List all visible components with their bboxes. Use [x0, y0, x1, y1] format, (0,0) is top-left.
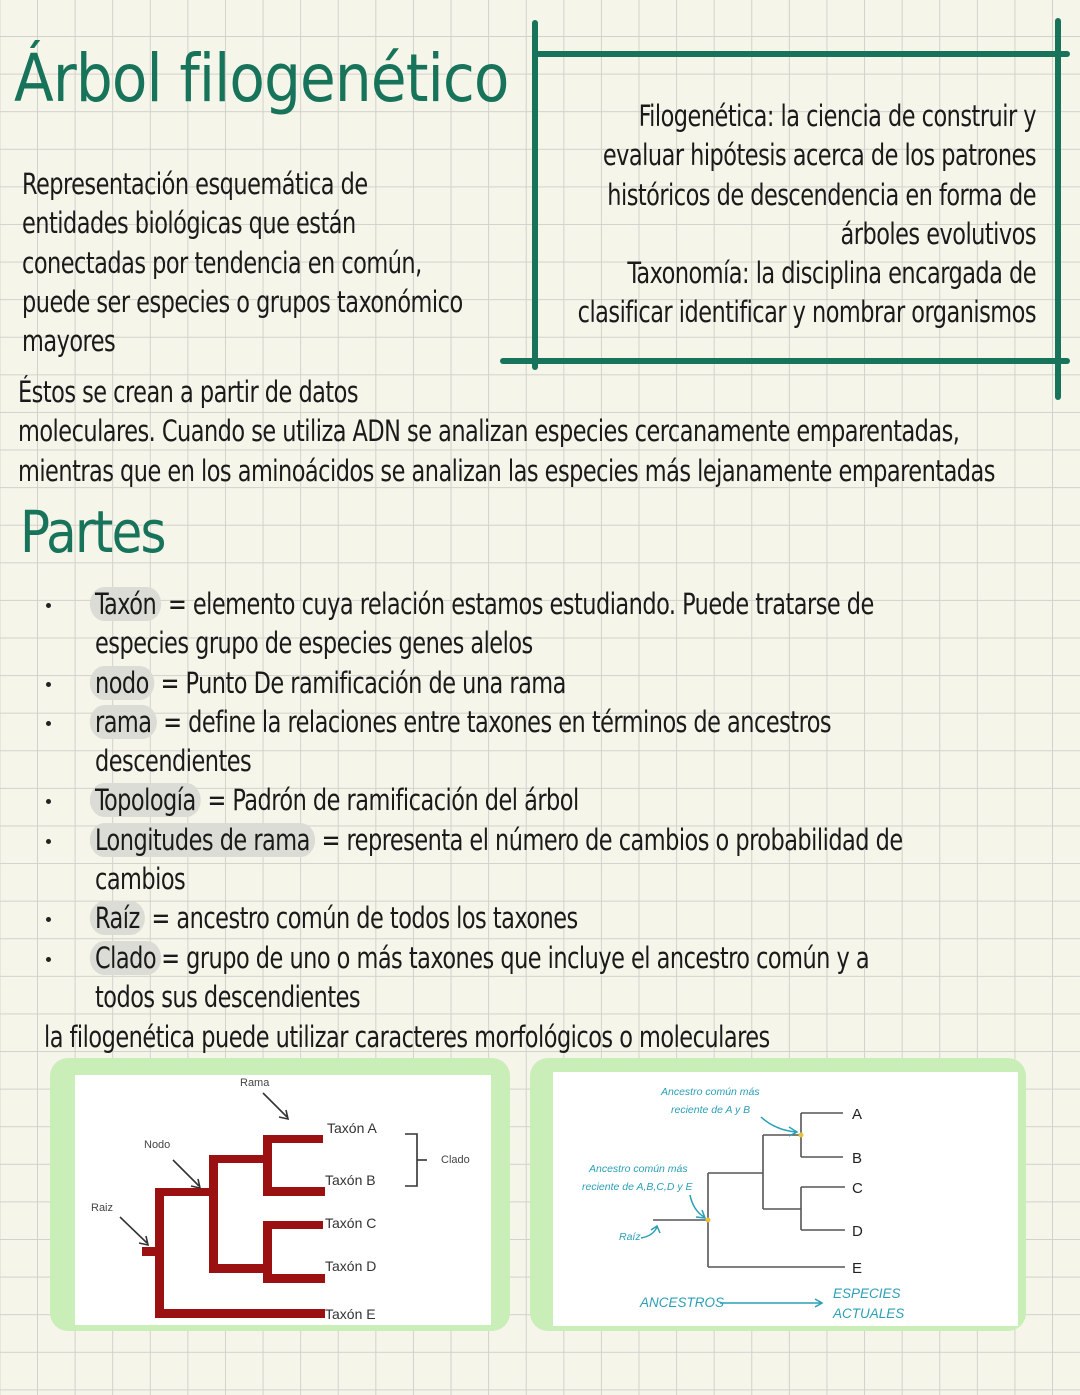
- leaf-label-c: C: [852, 1180, 863, 1197]
- bullet-icon: [46, 721, 51, 726]
- list-item: Raíz = ancestro común de todos los taxones: [0, 899, 1080, 938]
- bullet-icon: [46, 799, 51, 804]
- mrca-ab-annotation: Ancestro común más: [661, 1086, 760, 1098]
- origin-line: moleculares. Cuando se utiliza ADN se analizan especies cercanamente emparentadas,: [18, 414, 960, 449]
- bullet-icon: [46, 957, 51, 962]
- taxon-label-c: Taxón C: [325, 1215, 377, 1231]
- list-item: Topología = Padrón de ramificación del árbol: [0, 781, 1080, 820]
- figure-right: [553, 1072, 1018, 1326]
- root-annotation: Raíz: [619, 1231, 641, 1243]
- taxon-label-d: Taxón D: [325, 1258, 377, 1274]
- frame-line-left: [532, 20, 538, 370]
- origin-line: Éstos se crean a partir de datos: [18, 375, 359, 409]
- list-item: Longitudes de rama = representa el número de cambios o probabilidad de: [0, 821, 1080, 860]
- bullet-icon: [46, 682, 51, 687]
- frame-line-top: [534, 51, 1070, 57]
- boxed-note: [578, 97, 1036, 333]
- root-arrow-icon: [641, 1227, 657, 1238]
- current-species-label: ACTUALES: [833, 1306, 905, 1321]
- list-item-continuation: especies grupo de especies genes alelos: [95, 626, 533, 661]
- origin-line: mientras que en los aminoácidos se analizan las especies más lejanamente emparentadas: [18, 453, 995, 488]
- data-origin-paragraph: [18, 373, 995, 491]
- list-item-continuation: todos sus descendientes: [95, 979, 361, 1014]
- definition-paragraph: [22, 165, 463, 361]
- mrca-all-node-icon: [706, 1218, 711, 1223]
- nodo-arrow-icon: [173, 1160, 199, 1186]
- rama-arrow-icon: [263, 1093, 287, 1117]
- parts-list: [0, 585, 1080, 1017]
- clado-label: Clado: [441, 1154, 470, 1166]
- mrca-ab-arrow-icon: [761, 1117, 796, 1132]
- note-line: históricos de descendencia en forma de: [607, 177, 1036, 212]
- definition-line: Representación esquemática de: [22, 167, 368, 201]
- frame-line-bottom: [500, 358, 1070, 364]
- bullet-icon: [46, 603, 51, 608]
- term-highlight: Clado: [90, 941, 161, 975]
- definition-line: conectadas por tendencia en común,: [22, 245, 422, 280]
- term-highlight: rama: [90, 705, 157, 739]
- closing-sentence: la filogenética puede utilizar caracteres morfológicos o moleculares: [44, 1020, 770, 1054]
- clado-bracket-icon: [405, 1134, 417, 1186]
- term-highlight: Longitudes de rama: [90, 823, 315, 857]
- list-item: rama = define la relaciones entre taxones en términos de ancestros: [0, 703, 1080, 742]
- nodo-label: Nodo: [144, 1139, 171, 1151]
- note-line: Taxonomía: la disciplina encargada de: [627, 256, 1036, 291]
- ancestors-label: ANCESTROS: [640, 1295, 725, 1310]
- leaf-label-d: D: [852, 1223, 863, 1240]
- definition-line: mayores: [22, 324, 116, 359]
- note-line: Filogenética: la ciencia de construir y: [638, 99, 1036, 133]
- red-tree-diagram: [75, 1075, 491, 1325]
- note-line: árboles evolutivos: [840, 216, 1036, 251]
- leaf-label-a: A: [852, 1106, 863, 1123]
- mrca-all-arrow-icon: [690, 1195, 704, 1217]
- mrca-ab-annotation: reciente de A y B: [671, 1104, 751, 1116]
- frame-line-right: [1055, 18, 1061, 400]
- figure-left: [75, 1075, 491, 1325]
- raiz-label: Raiz: [91, 1202, 114, 1214]
- taxon-label-e: Taxón E: [325, 1306, 376, 1322]
- mrca-all-annotation: Ancestro común más: [589, 1163, 688, 1175]
- bullet-icon: [46, 839, 51, 844]
- definition-line: puede ser especies o grupos taxonómico: [22, 284, 463, 319]
- taxon-label-a: Taxón A: [327, 1120, 377, 1136]
- mrca-all-annotation: reciente de A,B,C,D y E: [582, 1181, 693, 1193]
- leaf-label-b: B: [852, 1150, 863, 1167]
- term-highlight: Taxón: [90, 587, 162, 621]
- rama-label: Rama: [240, 1077, 270, 1089]
- note-line: evaluar hipótesis acerca de los patrones: [602, 138, 1036, 173]
- taxon-label-b: Taxón B: [325, 1172, 376, 1188]
- list-item: nodo = Punto De ramificación de una rama: [0, 664, 1080, 703]
- definition-line: entidades biológicas que están: [22, 206, 356, 241]
- term-highlight: nodo: [90, 666, 154, 700]
- list-item-continuation: cambios: [95, 862, 186, 897]
- term-highlight: Topología: [90, 783, 201, 817]
- leaf-label-e: E: [852, 1260, 863, 1277]
- section-title-partes: Partes: [20, 498, 165, 566]
- raiz-arrow-icon: [120, 1217, 147, 1243]
- list-item: Clado = grupo de uno o más taxones que incluye el ancestro común y a: [0, 939, 1080, 978]
- current-species-label: ESPECIES: [833, 1286, 901, 1301]
- page-title: Árbol filogenético: [14, 40, 509, 117]
- list-item: Taxón = elemento cuya relación estamos estudiando. Puede tratarse de: [0, 585, 1080, 624]
- bullet-icon: [46, 917, 51, 922]
- list-item-continuation: descendientes: [95, 744, 252, 779]
- cladogram-diagram: [553, 1072, 1018, 1326]
- note-line: clasificar identificar y nombrar organismos: [577, 295, 1036, 330]
- mrca-ab-node-icon: [799, 1133, 804, 1138]
- term-highlight: Raíz: [90, 901, 145, 935]
